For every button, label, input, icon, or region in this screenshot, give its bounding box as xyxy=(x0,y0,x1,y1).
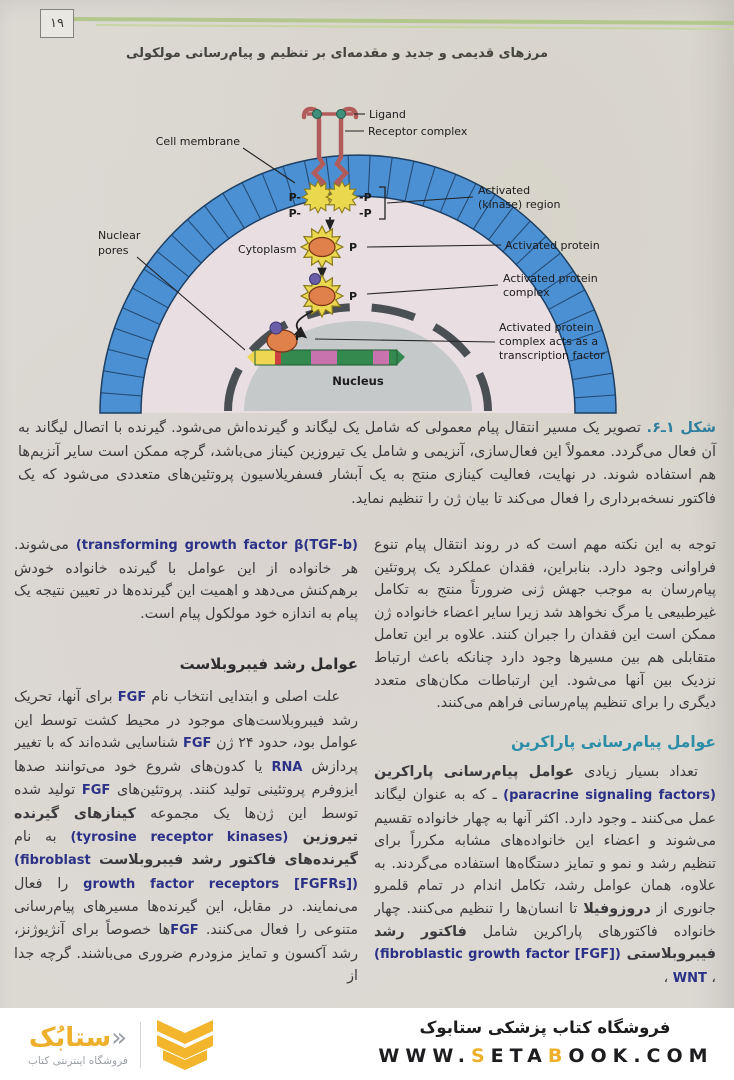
store-name: فروشگاه کتاب پزشکی ستابوک xyxy=(419,1018,671,1037)
ligand-label: Ligand xyxy=(369,108,406,121)
guillemet-mark: « xyxy=(111,1023,128,1053)
phosphate-label: -P xyxy=(359,191,372,204)
chevron-icon xyxy=(153,1016,217,1074)
ligand-dot xyxy=(337,110,346,119)
pathway-diagram-svg xyxy=(37,95,697,417)
header-rule-2 xyxy=(96,24,734,30)
paragraph: تعداد بسیار زیادی عوامل پیام‌رسانی پاراکرین (paracrine signaling factors) ـ که به عنوان لیگاند عمل می‌کنند ـ وجود دارد. اکثر آنها به چهار خانواده تقسیم می‌شوند و اعضاء این خانواده‌های مشابه مکرراً برای تنظیم رشد و نمو و تمایز دستگاه‌ها استفاده می‌گردند. به علاوه، همان عوامل رشد، تکامل اندام در تمام قلمرو جانوری از دروزوفیلا تا انسان‌ها را تنظیم می‌کنند. چهار خانواده فاکتورهای پاراکرین شامل فاکتور رشد فیبروبلاستی (fibroblastic growth factor [FGF]) ، WNT ، xyxy=(374,764,716,986)
kinase-region-label: Activated xyxy=(478,184,531,197)
transcription-factor-label: Activated protein xyxy=(499,321,594,334)
website-url: WWW.SETABOOK.COM xyxy=(378,1045,714,1067)
protein-complex-subunit xyxy=(310,274,321,285)
transcription-factor-label: complex acts as a xyxy=(499,335,599,348)
chapter-title: مرزهای قدیمی و جدید و مقدمه‌ای بر تنظیم و پیام‌رسانی مولکولی xyxy=(125,46,549,61)
ligand-dot xyxy=(313,110,322,119)
setabook-logo xyxy=(28,1016,217,1074)
dna-strand xyxy=(247,350,405,365)
subsection-heading-fgf: عوامل رشد فیبروبلاست xyxy=(179,655,358,674)
logo-tagline: فروشگاه اینترنتی کتاب xyxy=(28,1055,128,1067)
section-heading-paracrine: عوامل پیام‌رسانی پاراکرین xyxy=(511,732,716,751)
logo-name xyxy=(29,1023,127,1053)
logo-divider xyxy=(140,1022,141,1068)
phosphate-label: P xyxy=(349,290,358,303)
footer-banner xyxy=(0,1008,734,1080)
protein-complex-label: Activated protein xyxy=(503,272,598,285)
paragraph: توجه به این نکته مهم است که در روند انتقال پیام تنوع فراوانی وجود دارد. بنابراین، فقدان عملکرد یک پروتئین پیام‌رسان به موجب جهش ژنی ضرورتاً منتج به تکامل غیرطبیعی یا مرگ نخواهد شد زیرا سایر اعضاء خانواده ژن ممکن است این فقدان را جبران کنند. علاوه بر این تعامل متقابلی هم بین مسیرها وجود دارد چنانکه باعث ارتباط نزدیک بین آنها می‌شود. این ارتباطات مکان‌های متعدد دیگری را برای تنظیم پیام‌رسانی فراهم می‌کنند. xyxy=(374,537,716,712)
signal-pathway-figure xyxy=(37,95,697,417)
protein-complex-core xyxy=(309,287,335,306)
nuclear-pores-label: pores xyxy=(98,244,129,257)
nucleus-label: Nucleus xyxy=(332,374,384,388)
text-column-left xyxy=(14,534,358,1008)
paragraph: علت اصلی و ابتدایی انتخاب نام FGF برای آنها، تحریک رشد فیبروبلاست‌های موجود در محیط کشت توسط این عوامل بود، حدود ۲۴ ژن FGF شناسایی شده‌اند که با تغییر پردازش RNA یا کدون‌های شروع خود می‌توانند صدها ایزوفرم پروتئینی تولید کنند. پروتئین‌های FGF تولید شده توسط این ژن‌ها یک مجموعه کینازهای گیرنده تیروزین (tyrosine receptor kinases) به نام گیرنده‌های فاکتور رشد فیبروبلاست (fibroblast growth factor receptors [FGFRs]) را فعال می‌نمایند. در مقابل، این گیرنده‌ها مسیرهای پیام‌رسانی متنوعی را فعال می‌کنند. FGFها خصوصاً برای آنژیوژنز، رشد آکسون و تمایز مزودرم ضروری می‌باشند. گرچه جدا از xyxy=(14,688,358,985)
activated-protein-label: Activated protein xyxy=(505,239,600,252)
phosphate-label: P- xyxy=(288,191,301,204)
page-number: ١٩ xyxy=(40,9,74,38)
nuclear-pores-label: Nuclear xyxy=(98,229,141,242)
logo-name-text: ستابُک xyxy=(28,1023,112,1053)
phosphate-label: P xyxy=(349,241,358,254)
paragraph: (transforming growth factor β(TGF-b) می‌شوند. هر خانواده از این عوامل با گیرنده خانواده خودش برهم‌کنش می‌دهد و اهمیت این گیرنده‌ها در تعیین نتیجه یک پیام به اندازه خود مولکول پیام است. xyxy=(14,537,358,622)
protein-complex-label: complex xyxy=(503,286,550,299)
kinase-region-label: (kinase) region xyxy=(478,198,561,211)
receptor-complex-label: Receptor complex xyxy=(368,125,468,138)
phosphate-label: -P xyxy=(359,207,372,220)
phosphate-label: P xyxy=(295,330,304,343)
text-column-right xyxy=(374,534,716,1008)
protein-core xyxy=(309,238,335,257)
cell-membrane-label: Cell membrane xyxy=(155,135,240,148)
cytoplasm-label: Cytoplasm xyxy=(238,243,297,256)
figure-caption: شکل ۱ـ۶. تصویر یک مسیر انتقال پیام معمولی که شامل یک لیگاند و گیرنده‌اش می‌شود. گیرنده با اتصال لیگاند به آن فعال می‌گردد. معمولاً این فعال‌سازی، آنزیمی و شامل یک تیروزین کیناز می‌باشد، گرچه ممکن است سایر آنزیم‌ها هم استفاده شوند. در نهایت، فعالیت کینازی منتج به یک آبشار فسفریلاسیون پروتئین‌های متعددی می‌شود که یک فاکتور نسخه‌برداری را فعال می‌کند تا بیان ژن را تنظیم نماید. xyxy=(18,420,717,507)
transcription-factor-label: transcription factor xyxy=(499,349,605,362)
logo-wordmark xyxy=(28,1023,128,1067)
phosphate-label: P- xyxy=(288,207,301,220)
